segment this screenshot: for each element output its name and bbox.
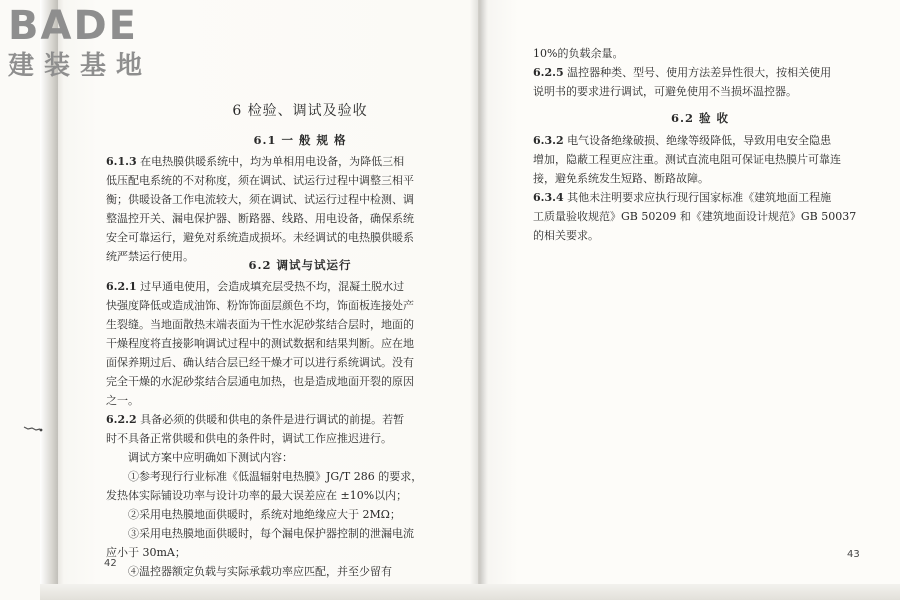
paragraph-number: 6.2.2	[106, 413, 137, 426]
text-line: 的相关要求。	[533, 229, 599, 242]
list-item: ②采用电热膜地面供暖时，系统对地绝缘应大于 2MΩ；	[128, 508, 401, 521]
paragraph-6-1-3	[106, 152, 432, 266]
page-stack-edge	[40, 0, 60, 600]
text-line: 统严禁运行使用。	[106, 250, 194, 263]
paragraph-6-3-4	[533, 188, 863, 245]
text-line: 衡；供暖设备工作电流较大，须在调试、试运行过程中检测、调	[106, 193, 414, 206]
paragraph-6-2-2	[106, 410, 432, 581]
text-line: 之一。	[106, 394, 139, 407]
text-line: 干燥程度将直接影响调试过程中的测试数据和结果判断。应在地	[106, 337, 414, 350]
text-line: 电气设备绝缘破损、绝缘等级降低，导致用电安全隐患	[567, 134, 832, 147]
paragraph-6-3-2	[533, 131, 863, 188]
paragraph-continued	[533, 44, 863, 63]
paragraph-number: 6.2.1	[106, 280, 137, 293]
text-line: 整温控开关、漏电保护器、断路器、线路、用电设备，确保系统	[106, 212, 414, 225]
text-line: 工质量验收规范》GB 50209 和《建筑地面设计规范》GB 50037	[533, 210, 857, 223]
text-line: 快强度降低或造成油饰、粉饰饰面层颜色不均，饰面板连接处产	[106, 299, 414, 312]
text-line: 在电热膜供暖系统中，均为单相用电设备，为降低三相	[140, 155, 405, 168]
page-bottom-edge	[40, 584, 900, 600]
list-item: 应小于 30mA；	[106, 546, 186, 559]
text-line: 具备必须的供暖和供电的条件是进行调试的前提。若暂	[140, 413, 405, 426]
page-number-right: 43	[847, 549, 860, 560]
section-title-6-3: 6.2 验 收	[670, 111, 729, 125]
text-line: 低压配电系统的不对称度，须在调试、试运行过程中调整三相平	[106, 174, 414, 187]
paragraph-number: 6.1.3	[106, 155, 137, 168]
binding-gutter	[470, 0, 488, 600]
text-line: 其他未注明要求应执行现行国家标准《建筑地面工程施	[567, 191, 832, 204]
text-line: 生裂缝。当地面散热末端表面为干性水泥砂浆结合层时，地面的	[106, 318, 414, 331]
text-line: 增加，隐蔽工程更应注重。测试直流电阻可保证电热膜片可靠连	[533, 153, 841, 166]
text-line: 完全干燥的水泥砂浆结合层通电加热，也是造成地面开裂的原因	[106, 375, 414, 388]
section-title-6-1: 6.1 一 般 规 格	[253, 133, 347, 147]
paragraph-6-2-1	[106, 277, 432, 410]
chapter-title: 6 检验、调试及验收	[232, 103, 368, 119]
text-line: 温控器种类、型号、使用方法差异性很大，按相关使用	[567, 66, 832, 79]
logo-en: BADE	[8, 3, 138, 49]
text-line: 面保养期过后、确认结合层已经干燥才可以进行系统调试。没有	[106, 356, 414, 369]
text-line: 时不具备正常供暖和供电的条件时，调试工作应推迟进行。	[106, 432, 392, 445]
list-item: 发热体实际铺设功率与设计功率的最大误差应在 ±10%以内；	[106, 489, 408, 502]
text-line: 过早通电使用，会造成填充层受热不均，混凝土脱水过	[140, 280, 405, 293]
text-line: 说明书的要求进行调试，可避免使用不当损坏温控器。	[533, 85, 797, 98]
list-item: ③采用电热膜地面供暖时，每个漏电保护器控制的泄漏电流	[128, 527, 414, 540]
section-title-6-2: 6.2 调试与试运行	[248, 258, 352, 272]
text-line: 调试方案中应明确如下测试内容：	[128, 451, 293, 464]
paragraph-number: 6.3.2	[533, 134, 564, 147]
paragraph-6-2-5	[533, 63, 863, 101]
list-item: ④温控器额定负载与实际承载功率应匹配，并至少留有	[128, 565, 392, 578]
page-number-left: 42	[104, 558, 117, 569]
paragraph-number: 6.2.5	[533, 66, 564, 79]
logo-cn: 建装基地	[8, 51, 153, 81]
ink-smudge-icon	[22, 424, 44, 434]
list-item: ①参考现行行业标准《低温辐射电热膜》JG/T 286 的要求，	[128, 470, 423, 483]
text-line: 接，避免系统发生短路、断路故障。	[533, 172, 709, 185]
text-line: 安全可靠运行，避免对系统造成损坏。未经调试的电热膜供暖系	[106, 231, 414, 244]
logo	[8, 3, 178, 86]
text-line: 10%的负载余量。	[533, 47, 624, 60]
paragraph-number: 6.3.4	[533, 191, 564, 204]
